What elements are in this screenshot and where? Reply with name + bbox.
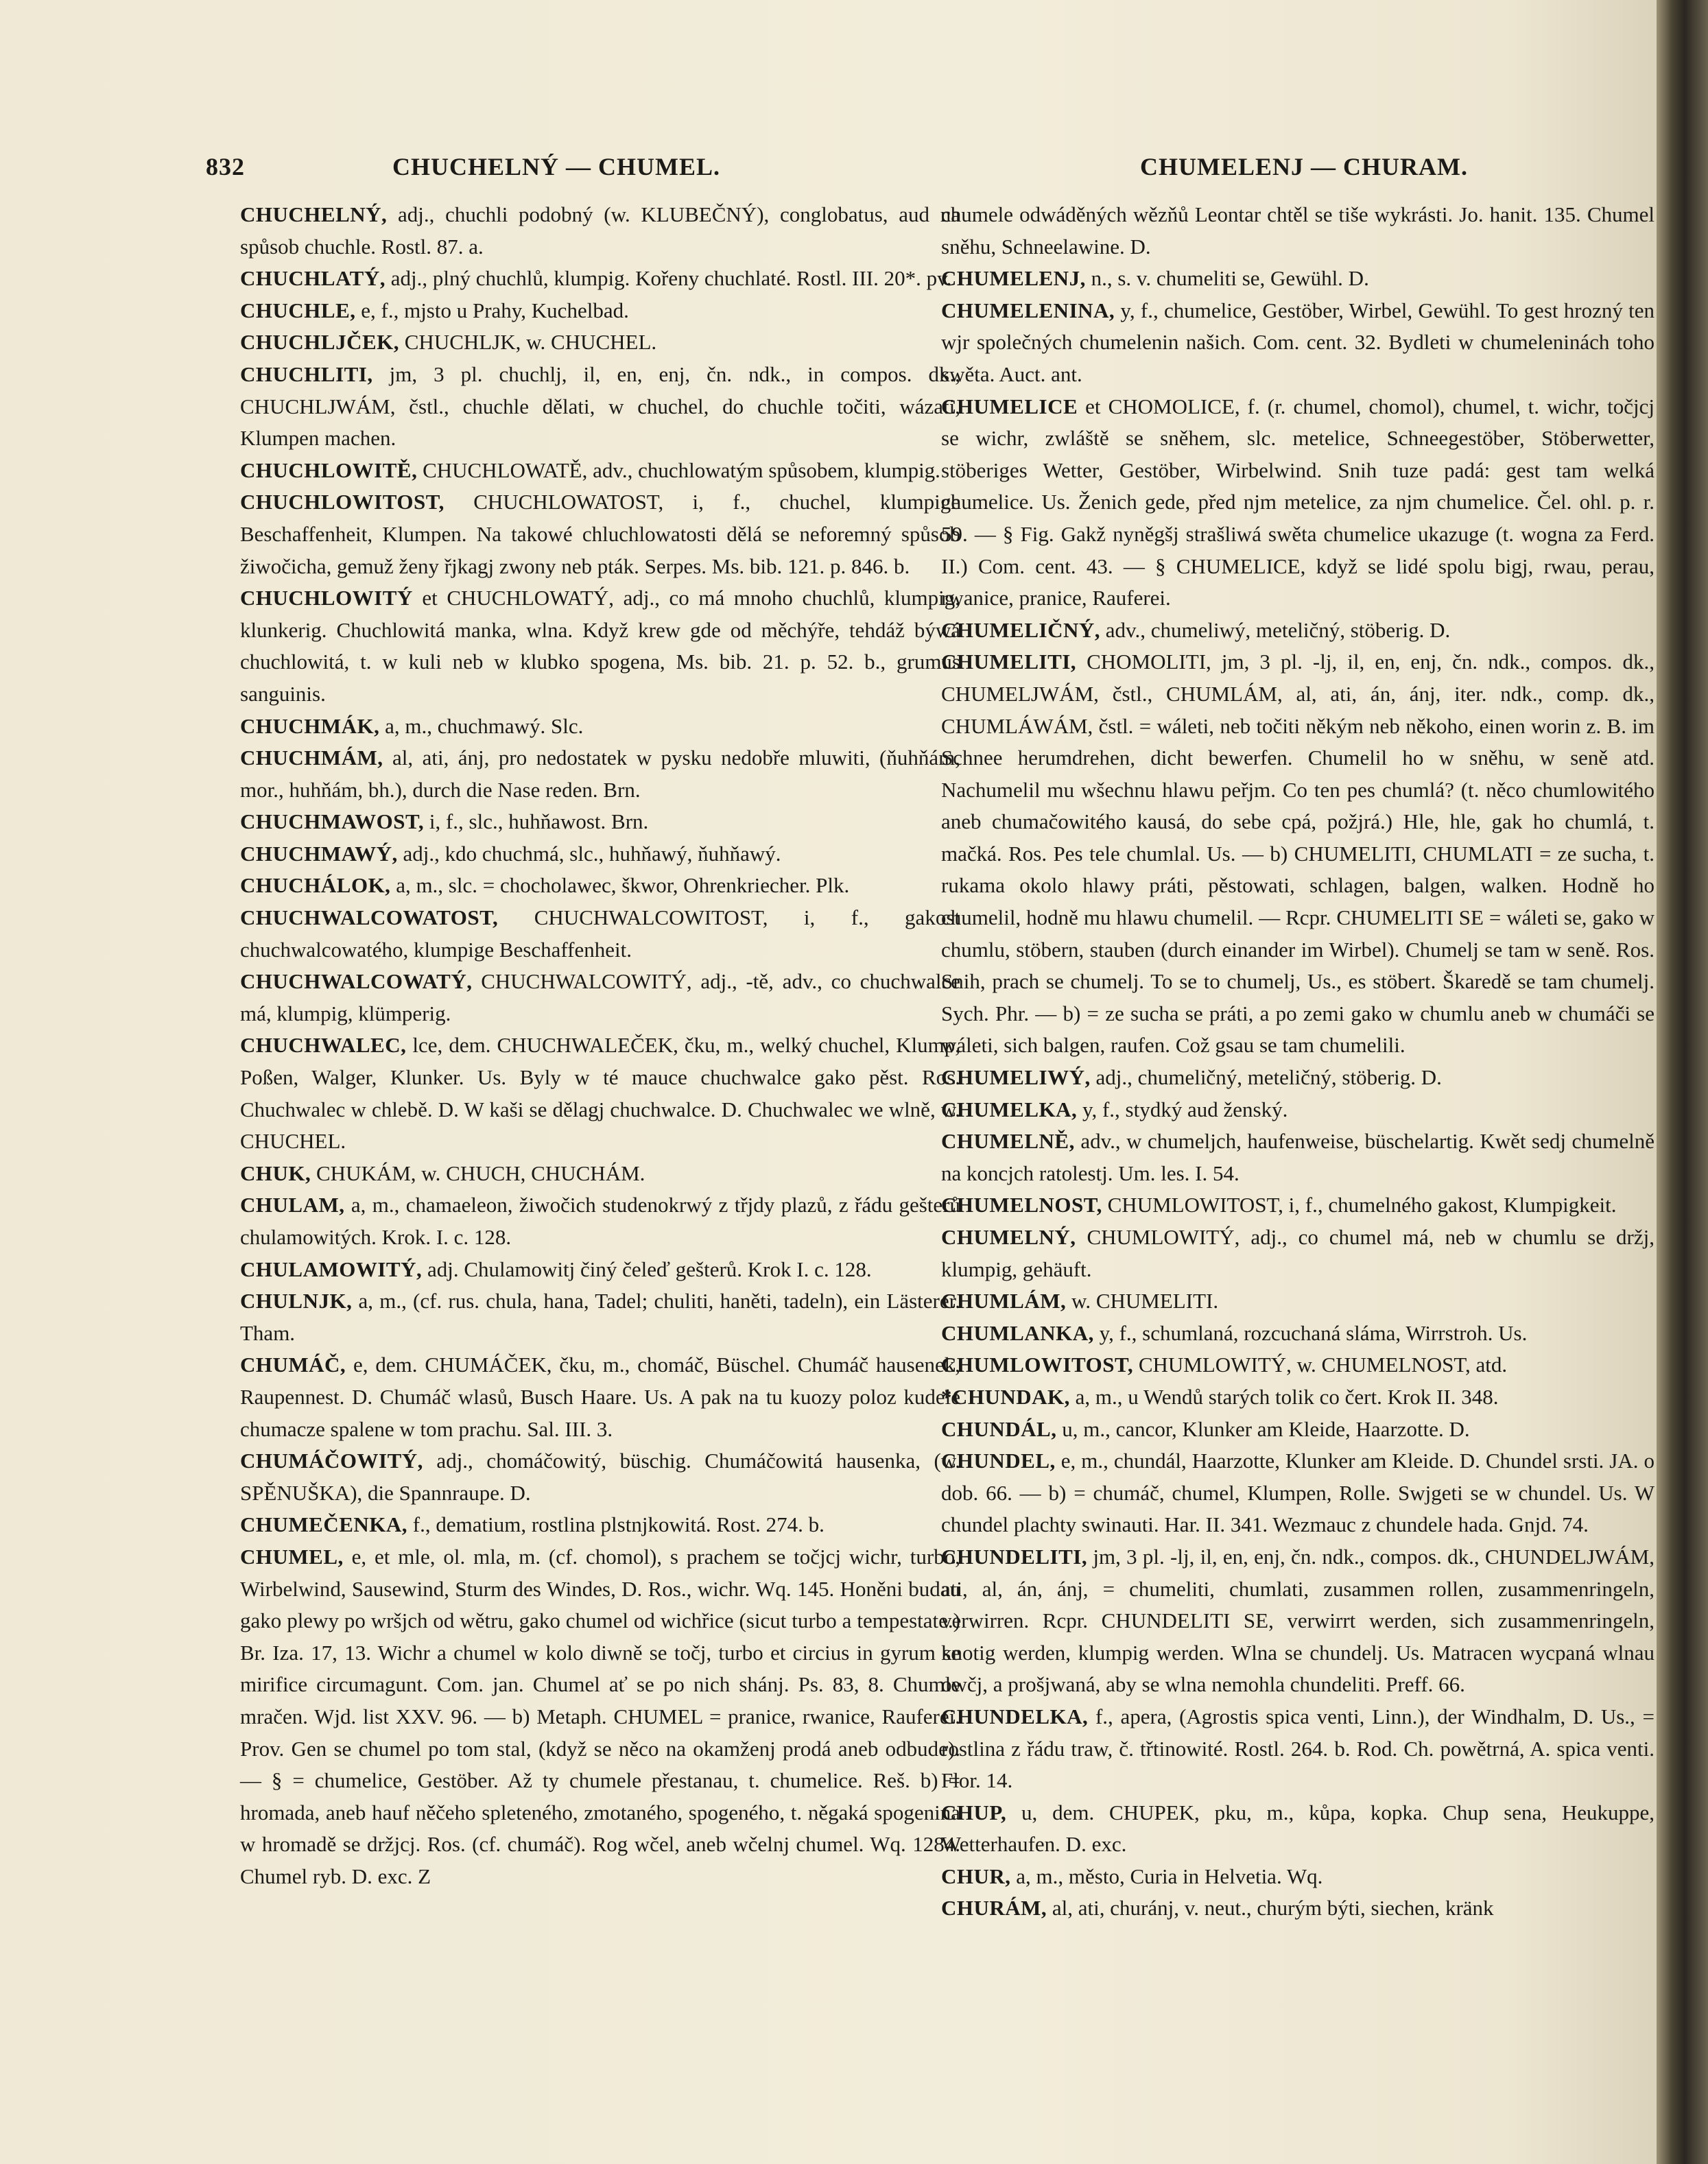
dictionary-entry: [240, 742, 960, 806]
dictionary-entry: [941, 1318, 1654, 1350]
dictionary-entry: [941, 1861, 1654, 1893]
page-number: 832: [206, 153, 245, 180]
entry-text: f., dematium, rostlina plstnjkowitá. Rost. 274. b.: [407, 1512, 825, 1537]
entry-headword: CHUMLOWITOST,: [941, 1353, 1134, 1377]
entry-text: CHUCHWALCOWITOST, i, f., gakost chuchwalcowatého, klumpige Beschaffenheit.: [240, 905, 960, 962]
dictionary-entry: [941, 1222, 1654, 1285]
entry-text: f., apera, (Agrostis spica venti, Linn.), der Windhalm, D. Us., = rostlina z řádu traw, č. třtinowité. Rostl. 264. b. Rod. Ch. powětrná, A. spica venti. Flor. 14.: [941, 1704, 1654, 1793]
entry-text: n., s. v. chumeliti se, Gewühl. D.: [1085, 266, 1369, 291]
entry-headword: CHULNJK,: [240, 1289, 353, 1313]
dictionary-entry: [240, 1254, 960, 1286]
dictionary-entry: [240, 838, 960, 870]
dictionary-entry: [240, 711, 960, 743]
entry-text: e, m., chundál, Haarzotte, Klunker am Kleide. D. Chundel srsti. JA. o dob. 66. — b) = chumáč, chumel, Klumpen, Rolle. Swjgeti se w chundel. Us. W chundel plachty swinauti. Har. II. 341. Wezmauc z chundele hada. Gnjd. 74.: [941, 1449, 1654, 1537]
entry-headword: CHUMELNOST,: [941, 1193, 1102, 1217]
entry-headword: CHUNDÁL,: [941, 1416, 1057, 1441]
entry-text: adv., w chumeljch, haufenweise, büschelartig. Kwět sedj chumelně na koncjch ratolestj. Um. les. I. 54.: [941, 1129, 1654, 1185]
entry-headword: *CHUNDAK,: [941, 1384, 1070, 1409]
dictionary-entry: [240, 1445, 960, 1509]
entry-headword: CHUMLANKA,: [941, 1320, 1094, 1345]
entry-text: adj., chomáčowitý, büschig. Chumáčowitá hausenka, (w. SPĚNUŠKA), die Spannraupe. D.: [240, 1449, 960, 1505]
entry-text: CHOMOLITI, jm, 3 pl. -lj, il, en, enj, čn. ndk., compos. dk., CHUMELJWÁM, čstl., CHUMLÁM, al, ati, án, ánj, iter. ndk., comp. dk., CHUMLÁWÁM, čstl. = wáleti, neb točiti někým neb někoho, einen worin z. B. im Schnee herumdrehen, dicht bewerfen. Chumelil ho w sněhu, w seně atd. Nachumelil mu wšechnu hlawu peřjm. Co ten pes chumlá? (t. něco chumlowitého aneb chumačowitého kausá, do sebe cpá, požjrá.) Hle, hle, gak ho chumlá, t. mačká. Ros. Pes tele chumlal. Us. — b) CHUMELITI, CHUMLATI = ze sucha, t. rukama okolo hlawy práti, pěstowati, schlagen, balgen, walken. Hodně ho chumelil, hodně mu hlawu chumelil. — Rcpr. CHUMELITI SE = wáleti se, gako w chumlu, stöbern, stauben (durch einander im Wirbel). Chumelj se tam w seně. Ros. Snih, prach se chumelj. To se to chumelj, Us., es stöbert. Škaredě se tam chumelj. Sych. Phr. — b) = ze sucha se práti, a po zemi gako w chumlu aneb w chumáči se wáleti, sich balgen, raufen. Což gsau se tam chumelili.: [941, 650, 1654, 1058]
entry-headword: CHUMELIČNÝ,: [941, 617, 1100, 642]
dictionary-entry: [240, 1349, 960, 1445]
entry-text: adj., chuchli podobný (w. KLUBEČNÝ), conglobatus, aud na spůsob chuchle. Rostl. 87. a.: [240, 202, 960, 259]
dictionary-entry: [240, 326, 960, 359]
dictionary-entry: [240, 455, 960, 487]
entry-text: e, et mle, ol. mla, m. (cf. chomol), s prachem se točjcj wichr, turbo, Wirbelwind, Sausewind, Sturm des Windes, D. Ros., wichr. Wq. 145. Honěni budau gako plewy po wršjch od wětru, gako chumel od wichřice (sicut turbo a tempestate.) Br. Iza. 17, 13. Wichr a chumel w kolo diwně se točj, turbo et circius in gyrum se mirifice circumagunt. Com. jan. Chumel ať se po nich shánj. Ps. 83, 8. Chumle mračen. Wjd. list XXV. 96. — b) Metaph. CHUMEL = pranice, rwanice, Rauferei. Prov. Gen se chumel po tom stal, (když se něco na okamženj prodá aneb odbude). — § = chumelice, Gestöber. Až ty chumele přestanau, t. chumelice. Reš. b) = hromada, aneb hauf něčeho spleteného, zmotaného, spogeného, t. něgaká spogenina w hromadě se držjcj. Ros. (cf. chumáč). Rog wčel, aneb wčelnj chumel. Wq. 1284. Chumel ryb. D. exc. Z: [240, 1544, 960, 1888]
left-column: [240, 199, 960, 1892]
entry-headword: CHUK,: [240, 1161, 311, 1185]
entry-headword: CHUNDELITI,: [941, 1544, 1088, 1569]
entry-text: CHUCHLOWATĚ, adv., chuchlowatým spůsobem, klumpig.: [417, 457, 940, 482]
entry-headword: CHUCHLJČEK,: [240, 330, 399, 355]
dictionary-entry: [941, 615, 1654, 647]
dictionary-entry: [941, 1062, 1654, 1094]
entry-headword: CHUCHWALCOWATÝ,: [240, 969, 473, 994]
entry-headword: CHUMELIWÝ,: [941, 1065, 1091, 1090]
entry-headword: CHUCHELNÝ,: [240, 202, 388, 226]
dictionary-entry: [240, 1285, 960, 1349]
entry-text: CHUMLOWITOST, i, f., chumelného gakost, Klumpigkeit.: [1102, 1193, 1617, 1217]
entry-text: i, f., slc., huhňawost. Brn.: [424, 809, 649, 834]
entry-text: CHUKÁM, w. CHUCH, CHUCHÁM.: [311, 1161, 645, 1185]
dictionary-entry: [941, 199, 1654, 263]
entry-text: et CHUCHLOWATÝ, adj., co má mnoho chuchlů, klumpig, klunkerig. Chuchlowitá manka, wlna. Když krew gde od měchýře, tehdáž býwá chuchlowitá, t. w kuli neb w klubko spogena, Ms. bib. 21. p. 52. b., grumus sanguinis.: [240, 586, 960, 706]
entry-text: jm, 3 pl. -lj, il, en, enj, čn. ndk., compos. dk., CHUNDELJWÁM, ati, al, án, ánj, = chumeliti, chumlati, zusammen rollen, zusammenringeln, verwirren. Rcpr. CHUNDELITI SE, verwirrt werden, sich zusammenringeln, knotig werden, klumpig werden. Wlna se chundelj. Us. Matracen wycpaná wlnau owčj, a prošjwaná, aby se wlna nemohla chundeliti. Preff. 66.: [941, 1544, 1654, 1697]
entry-headword: CHUMEL,: [240, 1544, 344, 1569]
dictionary-entry: [240, 966, 960, 1030]
entry-text: CHUCHLJK, w. CHUCHEL.: [399, 330, 657, 355]
entry-headword: CHUCHMÁM,: [240, 746, 383, 770]
dictionary-entry: [941, 1094, 1654, 1126]
entry-headword: CHUCHMAWOST,: [240, 809, 425, 834]
dictionary-entry: [240, 199, 960, 263]
entry-text: e, dem. CHUMÁČEK, čku, m., chomáč, Büschel. Chumáč hausenek, Raupennest. D. Chumáč wlasů, Busch Haare. Us. A pak na tu kuozy poloz kudele chumacze spalene w tom prachu. Sal. III. 3.: [240, 1353, 960, 1441]
entry-text: adv., chumeliwý, meteličný, stöberig. D.: [1100, 617, 1451, 642]
entry-text: adj., plný chuchlů, klumpig. Kořeny chuchlaté. Rostl. III. 20*. pv.: [385, 266, 952, 291]
entry-text: a, m., slc. = chocholawec, škwor, Ohrenkriecher. Plk.: [390, 873, 850, 898]
entry-headword: CHUMÁČOWITÝ,: [240, 1449, 423, 1473]
entry-headword: CHUCHÁLOK,: [240, 873, 391, 898]
left-running-title: CHUCHELNÝ — CHUMEL.: [392, 153, 721, 180]
dictionary-entry: [941, 295, 1654, 391]
entry-headword: CHUCHLOWITOST,: [240, 490, 444, 514]
entry-headword: CHUCHMAWÝ,: [240, 841, 398, 866]
dictionary-entry: [941, 263, 1654, 295]
entry-headword: CHUCHMÁK,: [240, 713, 380, 738]
entry-headword: CHUR,: [941, 1864, 1011, 1888]
dictionary-entry: [240, 1030, 960, 1157]
entry-text: w. CHUMELITI.: [1066, 1289, 1219, 1313]
entry-headword: CHUCHLE,: [240, 298, 356, 322]
entry-headword: CHUMELKA,: [941, 1097, 1078, 1121]
dictionary-entry: [240, 806, 960, 838]
dictionary-entry: [941, 1701, 1654, 1797]
entry-text: al, ati, ánj, pro nedostatek w pysku nedobře mluwiti, (ňuhňám, mor., huhňám, bh.), durch die Nase reden. Brn.: [240, 746, 960, 802]
entry-text: y, f., stydký aud ženský.: [1077, 1097, 1288, 1121]
entry-headword: CHUMELNĚ,: [941, 1129, 1075, 1154]
entry-headword: CHUMELENINA,: [941, 298, 1115, 322]
entry-headword: CHUCHLOWITĚ,: [240, 457, 418, 482]
entry-headword: CHUMELICE: [941, 394, 1078, 418]
dictionary-entry: [240, 295, 960, 327]
dictionary-entry: [941, 1189, 1654, 1222]
entry-text: u, dem. CHUPEK, pku, m., kůpa, kopka. Chup sena, Heukuppe, Wetterhaufen. D. exc.: [941, 1800, 1654, 1857]
dictionary-entry: [941, 1285, 1654, 1318]
entry-headword: CHUMELITI,: [941, 650, 1077, 674]
entry-headword: CHUCHWALCOWATOST,: [240, 905, 499, 930]
entry-headword: CHUMÁČ,: [240, 1353, 346, 1377]
entry-headword: CHUCHLOWITÝ: [240, 586, 413, 610]
entry-text: adj., kdo chuchmá, slc., huhňawý, ňuhňawý.: [397, 841, 781, 866]
entry-text: a, m., chamaeleon, žiwočich studenokrwý z třjdy plazů, z řádu gešterů chulamowitých. Krok. I. c. 128.: [240, 1193, 960, 1249]
entry-headword: CHUP,: [941, 1800, 1007, 1824]
entry-headword: CHUCHLITI,: [240, 361, 373, 386]
dictionary-entry: [941, 1541, 1654, 1701]
entry-text: al, ati, churánj, v. neut., churým býti, siechen, kränk: [1047, 1896, 1494, 1921]
dictionary-entry: [941, 1414, 1654, 1446]
entry-text: jm, 3 pl. chuchlj, il, en, enj, čn. ndk., in compos. dk., CHUCHLJWÁM, čstl., chuchle dělati, w chuchel, do chuchle točiti, wázati, Klumpen machen.: [240, 361, 960, 451]
dictionary-entry: [240, 1509, 960, 1541]
entry-headword: CHUNDELKA,: [941, 1704, 1089, 1728]
entry-text: lce, dem. CHUCHWALEČEK, čku, m., welký chuchel, Klump, Poßen, Walger, Klunker. Us. Byly w té mauce chuchwalce gako pěst. Ros. Chuchwalec w chlebě. D. W kaši se dělagj chuchwalce. D. Chuchwalec we wlně, w. CHUCHEL.: [240, 1033, 960, 1154]
entry-headword: CHUCHLATÝ,: [240, 266, 386, 291]
entry-headword: CHUNDEL,: [941, 1449, 1056, 1473]
entry-text: a, m., chuchmawý. Slc.: [379, 713, 584, 738]
entry-text: y, f., schumlaná, rozcuchaná sláma, Wirrstroh. Us.: [1093, 1320, 1528, 1345]
entry-text: a, m., u Wendů starých tolik co čert. Krok II. 348.: [1069, 1384, 1499, 1409]
right-column: [941, 199, 1654, 1925]
entry-text: CHUCHWALCOWITÝ, adj., -tě, adv., co chuchwalce má, klumpig, klümperig.: [240, 969, 960, 1025]
dictionary-entry: [941, 391, 1654, 615]
entry-headword: CHURÁM,: [941, 1896, 1047, 1921]
dictionary-entry: [240, 1541, 960, 1893]
right-running-title: CHUMELENJ — CHURAM.: [1140, 153, 1468, 180]
entry-text: u, m., cancor, Klunker am Kleide, Haarzotte. D.: [1056, 1416, 1470, 1441]
dictionary-entry: [941, 646, 1654, 1062]
entry-headword: CHULAM,: [240, 1193, 345, 1217]
entry-text: chumele odwáděných wězňů Leontar chtěl se tiše wykrásti. Jo. hanit. 135. Chumel sněhu, Schneelawine. D.: [941, 202, 1654, 259]
entry-headword: CHUCHWALEC,: [240, 1033, 407, 1058]
dictionary-entry: [240, 870, 960, 902]
dictionary-entry: [240, 263, 960, 295]
entry-headword: CHUMELENJ,: [941, 266, 1086, 291]
entry-text: et CHOMOLICE, f. (r. chumel, chomol), chumel, t. wichr, točjcj se wichr, zwláště se sněhem, slc. metelice, Schneegestöber, Stöberwetter, stöberiges Wetter, Gestöber, Wirbelwind. Snih tuze padá: gest tam welká chumelice. Us. Ženich gede, před njm metelice, za njm chumelice. Čel. ohl. p. r. 59. — § Fig. Gakž nyněgšj strašliwá swěta chumelice ukazuge (t. wogna za Ferd. II.) Com. cent. 43. — § CHUMELICE, když se lidé spolu bigj, rwau, perau, rwanice, pranice, Rauferei.: [941, 394, 1654, 610]
dictionary-entry: [941, 1445, 1654, 1541]
entry-text: a, m., (cf. rus. chula, hana, Tadel; chuliti, haněti, tadeln), ein Lästerer. Tham.: [240, 1289, 960, 1345]
entry-text: CHUMLOWITÝ, w. CHUMELNOST, atd.: [1133, 1353, 1508, 1377]
entry-text: adj. Chulamowitj činý čeleď gešterů. Krok I. c. 128.: [422, 1257, 872, 1281]
entry-text: a, m., město, Curia in Helvetia. Wq.: [1010, 1864, 1323, 1888]
dictionary-entry: [941, 1349, 1654, 1381]
entry-text: y, f., chumelice, Gestöber, Wirbel, Gewühl. To gest hrozný ten wjr společných chumelenin našich. Com. cent. 32. Bydleti w chumeleninách toho swěta. Auct. ant.: [941, 298, 1654, 386]
dictionary-entry: [941, 1381, 1654, 1414]
entry-text: CHUCHLOWATOST, i, f., chuchel, klumpige Beschaffenheit, Klumpen. Na takowé chluchlowatosti dělá se neforemný spůsob žiwočicha, gemuž ženy řjkagj zwony neb pták. Serpes. Ms. bib. 121. p. 846. b.: [240, 490, 960, 578]
dictionary-entry: [941, 1126, 1654, 1189]
dictionary-entry: [941, 1797, 1654, 1861]
dictionary-entry: [240, 902, 960, 966]
entry-headword: CHUMEČENKA,: [240, 1512, 408, 1537]
running-head: [206, 152, 1653, 193]
entry-headword: CHUMLÁM,: [941, 1289, 1067, 1313]
entry-text: e, f., mjsto u Prahy, Kuchelbad.: [355, 298, 629, 322]
dictionary-entry: [240, 359, 960, 455]
dictionary-entry: [240, 486, 960, 582]
entry-headword: CHUMELNÝ,: [941, 1225, 1076, 1249]
entry-headword: CHULAMOWITÝ,: [240, 1257, 423, 1281]
book-gutter: [1657, 0, 1708, 2164]
dictionary-entry: [240, 582, 960, 710]
entry-text: CHUMLOWITÝ, adj., co chumel má, neb w chumlu se držj, klumpig, gehäuft.: [941, 1225, 1654, 1281]
entry-text: adj., chumeličný, meteličný, stöberig. D.: [1090, 1065, 1442, 1090]
dictionary-entry: [240, 1158, 960, 1190]
dictionary-entry: [941, 1892, 1654, 1925]
dictionary-entry: [240, 1189, 960, 1253]
